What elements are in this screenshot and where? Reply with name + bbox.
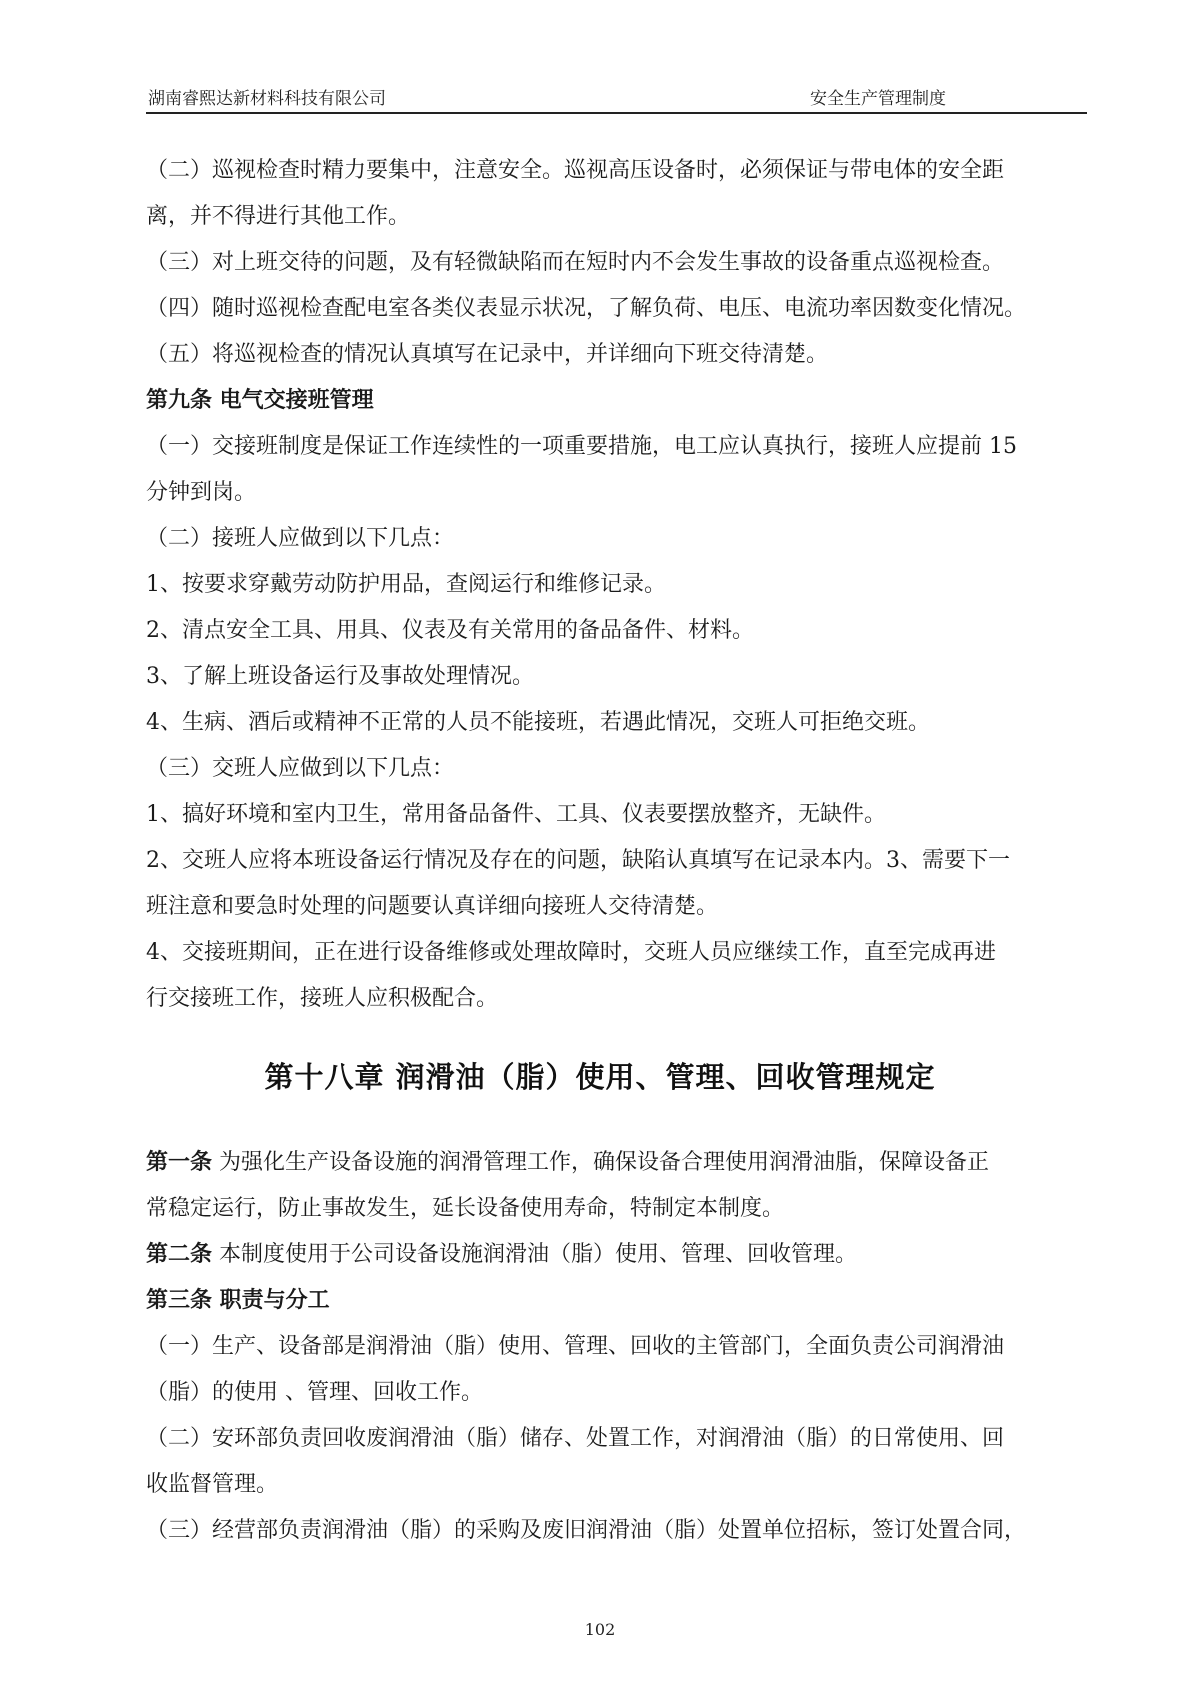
paragraph-line: 班注意和要急时处理的问题要认真详细向接班人交待清楚。 [146, 894, 719, 919]
paragraph-line: 1、按要求穿戴劳动防护用品，查阅运行和维修记录。 [146, 572, 666, 597]
body-section-2 [146, 1140, 1088, 1554]
company-name: 湖南睿熙达新材料科技有限公司 [148, 89, 386, 109]
paragraph-line: （五）将巡视检查的情况认真填写在记录中，并详细向下班交待清楚。 [146, 342, 829, 367]
article-text: 为强化生产设备设施的润滑管理工作，确保设备合理使用润滑油脂，保障设备正 [212, 1150, 990, 1175]
paragraph-line: （三）经营部负责润滑油（脂）的采购及废旧润滑油（脂）处置单位招标，签订处置合同， [146, 1518, 1027, 1543]
article-heading: 第三条 职责与分工 [146, 1288, 330, 1313]
paragraph-line: （三）对上班交待的问题，及有轻微缺陷而在短时内不会发生事故的设备重点巡视检查。 [146, 250, 1005, 275]
paragraph-line: 1、搞好环境和室内卫生，常用备品备件、工具、仪表要摆放整齐，无缺件。 [146, 802, 886, 827]
page-number: 102 [584, 1620, 616, 1639]
paragraph-line: （三）交班人应做到以下几点： [146, 756, 455, 781]
paragraph-line: 3、了解上班设备运行及事故处理情况。 [146, 664, 534, 689]
paragraph-line: 4、交接班期间，正在进行设备维修或处理故障时，交班人员应继续工作，直至完成再进 [146, 940, 996, 965]
article-text: 本制度使用于公司设备设施润滑油（脂）使用、管理、回收管理。 [212, 1242, 858, 1267]
body-section-1 [146, 148, 1088, 1022]
paragraph-line: （四）随时巡视检查配电室各类仪表显示状况，了解负荷、电压、电流功率因数变化情况。 [146, 296, 1027, 321]
paragraph-line: （二）巡视检查时精力要集中，注意安全。巡视高压设备时，必须保证与带电体的安全距 [146, 158, 1005, 183]
paragraph-line: （一）生产、设备部是润滑油（脂）使用、管理、回收的主管部门，全面负责公司润滑油 [146, 1334, 1005, 1359]
paragraph-line: 2、交班人应将本班设备运行情况及存在的问题，缺陷认真填写在记录本内。3、需要下一 [146, 848, 1010, 873]
paragraph-line: （二）安环部负责回收废润滑油（脂）储存、处置工作，对润滑油（脂）的日常使用、回 [146, 1426, 1005, 1451]
article-paragraph [146, 1140, 1088, 1186]
paragraph-line: 离，并不得进行其他工作。 [146, 204, 411, 229]
paragraph-line: 分钟到岗。 [146, 480, 257, 505]
document-title: 安全生产管理制度 [810, 89, 946, 109]
paragraph-line: 行交接班工作，接班人应积极配合。 [146, 986, 499, 1011]
paragraph-line: （一）交接班制度是保证工作连续性的一项重要措施，电工应认真执行，接班人应提前 15 [146, 434, 1017, 459]
article-label: 第二条 [146, 1242, 213, 1267]
article-heading: 第九条 电气交接班管理 [146, 388, 374, 413]
chapter-title: 第十八章 润滑油（脂）使用、管理、回收管理规定 [264, 1060, 936, 1094]
paragraph-line: 2、清点安全工具、用具、仪表及有关常用的备品备件、材料。 [146, 618, 754, 643]
paragraph-line: 收监督管理。 [146, 1472, 279, 1497]
paragraph-line: 常稳定运行，防止事故发生，延长设备使用寿命，特制定本制度。 [146, 1196, 785, 1221]
paragraph-line: 4、生病、酒后或精神不正常的人员不能接班，若遇此情况，交班人可拒绝交班。 [146, 710, 930, 735]
article-paragraph [146, 1232, 1088, 1278]
paragraph-line: （二）接班人应做到以下几点： [146, 526, 455, 551]
page-header [146, 78, 1087, 114]
paragraph-line: （脂）的使用 、管理、回收工作。 [146, 1380, 483, 1405]
article-label: 第一条 [146, 1150, 213, 1175]
